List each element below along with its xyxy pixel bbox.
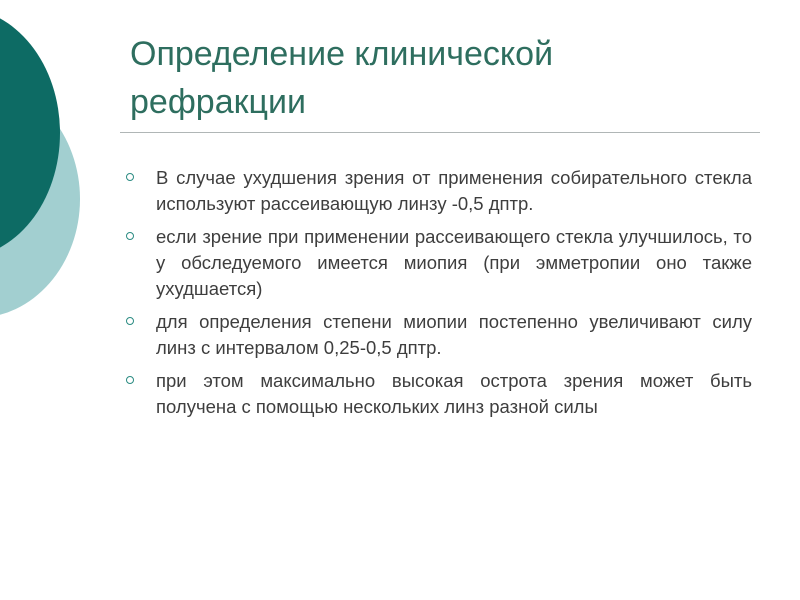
- bullet-text: при этом максимально высокая острота зрения может быть получена с помощью нескольких линз разной силы: [156, 370, 752, 417]
- bullet-text: если зрение при применении рассеивающего стекла улучшилось, то у обследуемого имеется миопия (при эмметропии оно также ухудшается): [156, 226, 752, 299]
- bullet-text: В случае ухудшения зрения от применения собирательного стекла используют рассеивающую линзу -0,5 дптр.: [156, 167, 752, 214]
- slide-title: Определение клинической рефракции: [130, 35, 554, 121]
- bullet-text: для определения степени миопии постепенно увеличивают силу линз с интервалом 0,25-0,5 дптр.: [156, 311, 752, 358]
- bullet-item: [126, 309, 756, 361]
- bullet-item: [126, 224, 756, 302]
- title-divider: [120, 132, 760, 133]
- bullet-item: [126, 165, 756, 217]
- bullet-list: [126, 165, 756, 427]
- hollow-circle-bullet-icon: [126, 173, 134, 181]
- hollow-circle-bullet-icon: [126, 232, 134, 240]
- bullet-item: [126, 368, 756, 420]
- hollow-circle-bullet-icon: [126, 317, 134, 325]
- hollow-circle-bullet-icon: [126, 376, 134, 384]
